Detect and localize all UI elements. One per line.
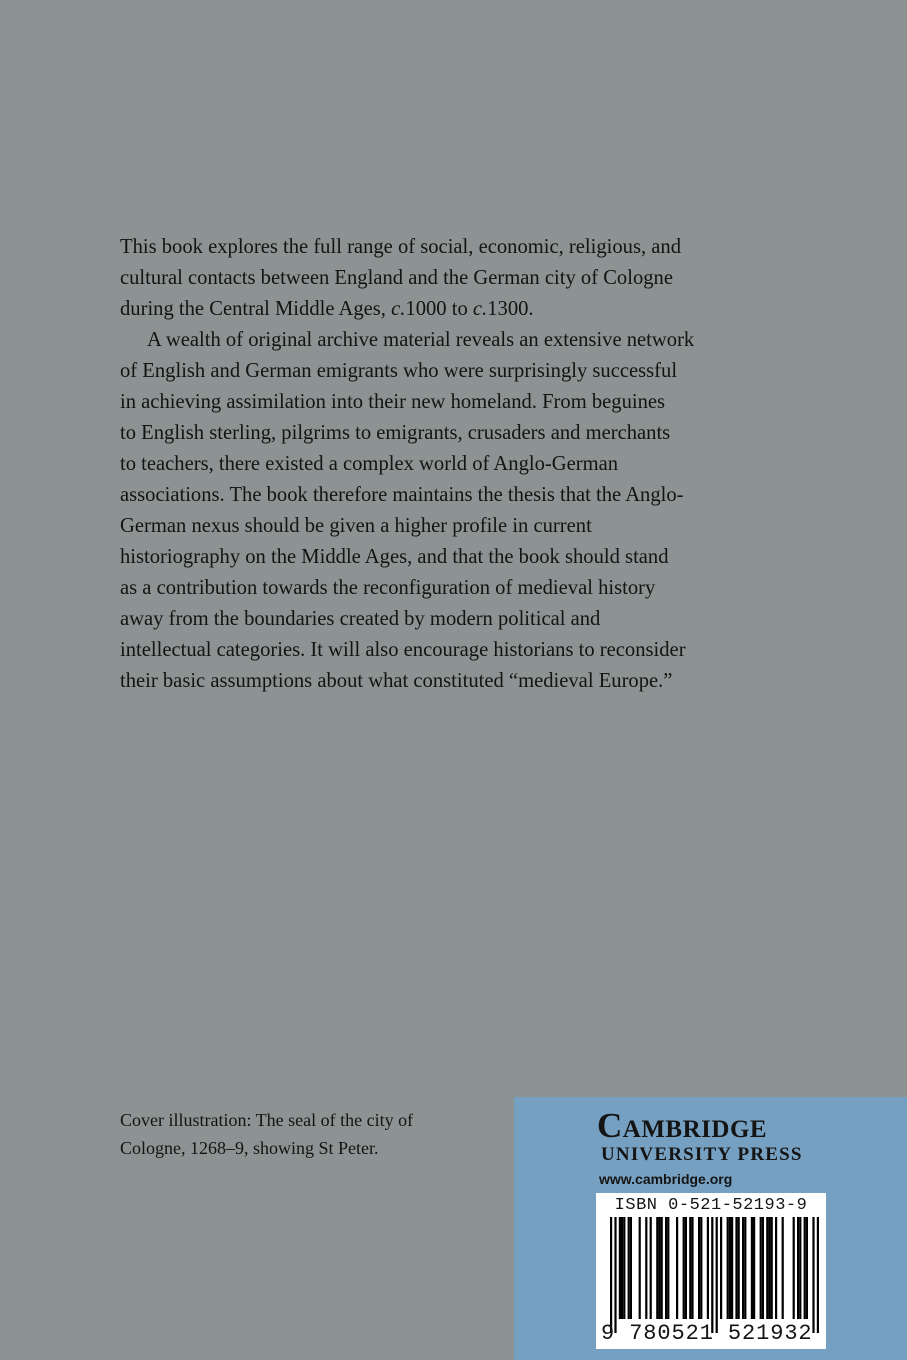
blurb-line: to English sterling, pilgrims to emigrants, crusaders and merchants: [120, 422, 671, 444]
barcode-bar: [806, 1217, 808, 1319]
barcode-bar: [623, 1217, 625, 1319]
barcode-bar: [707, 1217, 709, 1319]
barcode-bar: [676, 1217, 678, 1319]
barcode-label: [596, 1193, 826, 1349]
blurb-line: to teachers, there existed a complex world of Anglo-German: [120, 453, 619, 475]
barcode-bar: [793, 1217, 795, 1319]
barcode-bar: [711, 1217, 713, 1333]
barcode-bar: [766, 1217, 768, 1319]
publisher-url: www.cambridge.org: [599, 1171, 733, 1187]
barcode-bar: [691, 1217, 693, 1319]
circa-abbrev: c.: [391, 298, 406, 320]
barcode-bar: [628, 1217, 630, 1319]
barcode-bar: [639, 1217, 641, 1319]
cover-illustration-credit: [120, 1106, 500, 1162]
barcode-bar: [775, 1217, 777, 1319]
blurb-line: as a contribution towards the reconfiguration of medieval history: [120, 577, 656, 599]
blurb-line: [120, 294, 800, 325]
barcode-bar: [799, 1217, 801, 1319]
barcode-bar: [650, 1217, 652, 1319]
barcode-bar: [610, 1217, 612, 1333]
barcode-bar: [619, 1217, 621, 1319]
barcode-bar: [630, 1217, 632, 1319]
blurb-line-text: during the Central Middle Ages,: [120, 298, 392, 320]
barcode-bar: [817, 1217, 819, 1333]
blurb-date-text: 1300.: [487, 298, 534, 320]
blurb-line: historiography on the Middle Ages, and that the book should stand: [120, 546, 669, 568]
barcode-bar: [768, 1217, 770, 1319]
barcode-bar: [656, 1217, 658, 1319]
barcode-bar: [731, 1217, 733, 1319]
barcode-bar: [658, 1217, 660, 1319]
barcode-bar: [797, 1217, 799, 1319]
blurb-line: their basic assumptions about what constituted “medieval Europe.”: [120, 670, 673, 692]
barcode-bar: [762, 1217, 764, 1319]
blurb-line: of English and German emigrants who were surprisingly successful: [120, 360, 678, 382]
blurb-line: German nexus should be given a higher profile in current: [120, 515, 592, 537]
isbn-text: ISBN 0-521-52193-9: [614, 1196, 808, 1215]
barcode-bar: [738, 1217, 740, 1319]
barcode-bar: [751, 1217, 753, 1319]
barcode-bar: [689, 1217, 691, 1319]
barcode-bar: [716, 1217, 718, 1333]
barcode-bar: [683, 1217, 685, 1319]
barcode-bar: [727, 1217, 729, 1319]
publisher-subtitle: UNIVERSITY PRESS: [601, 1144, 803, 1165]
back-cover-blurb: [120, 232, 800, 697]
publisher-panel: [514, 1097, 907, 1360]
barcode-bar: [735, 1217, 737, 1319]
barcode-bar: [753, 1217, 755, 1319]
barcode-bar: [744, 1217, 746, 1319]
barcode-bar: [760, 1217, 762, 1319]
blurb-line: away from the boundaries created by modern political and: [120, 608, 601, 630]
blurb-line: cultural contacts between England and the German city of Cologne: [120, 267, 673, 289]
barcode-bar: [771, 1217, 773, 1319]
publisher-name: Cambridge: [597, 1106, 768, 1145]
barcode-bar: [661, 1217, 663, 1319]
blurb-paragraph-2: [120, 325, 800, 697]
blurb-date-text: 1000 to: [405, 298, 473, 320]
credit-line: Cologne, 1268–9, showing St Peter.: [120, 1138, 379, 1158]
barcode-bar: [667, 1217, 669, 1319]
blurb-line: intellectual categories. It will also encourage historians to reconsider: [120, 639, 686, 661]
barcode-bar: [782, 1217, 784, 1319]
barcode-bar: [700, 1217, 702, 1319]
blurb-line: in achieving assimilation into their new homeland. From beguines: [120, 391, 666, 413]
credit-line: Cover illustration: The seal of the city of: [120, 1110, 414, 1130]
barcode-bar: [665, 1217, 667, 1319]
barcode-bar: [685, 1217, 687, 1319]
circa-abbrev: c.: [472, 298, 488, 320]
barcode-bar: [729, 1217, 731, 1319]
barcode-bar: [812, 1217, 814, 1333]
blurb-line: A wealth of original archive material reveals an extensive network: [147, 329, 695, 351]
barcode-bar: [804, 1217, 806, 1319]
blurb-paragraph-1: [120, 232, 800, 325]
barcode-bar: [720, 1217, 722, 1319]
barcode-bar: [742, 1217, 744, 1319]
barcode-bar: [698, 1217, 700, 1319]
ean-digits: 9 780521 521932: [601, 1321, 813, 1346]
barcode-bar: [645, 1217, 647, 1319]
blurb-line: This book explores the full range of social, economic, religious, and: [120, 236, 682, 258]
barcode-bar: [621, 1217, 623, 1319]
blurb-line: associations. The book therefore maintains the thesis that the Anglo-: [120, 484, 684, 506]
barcode-bar: [614, 1217, 616, 1333]
